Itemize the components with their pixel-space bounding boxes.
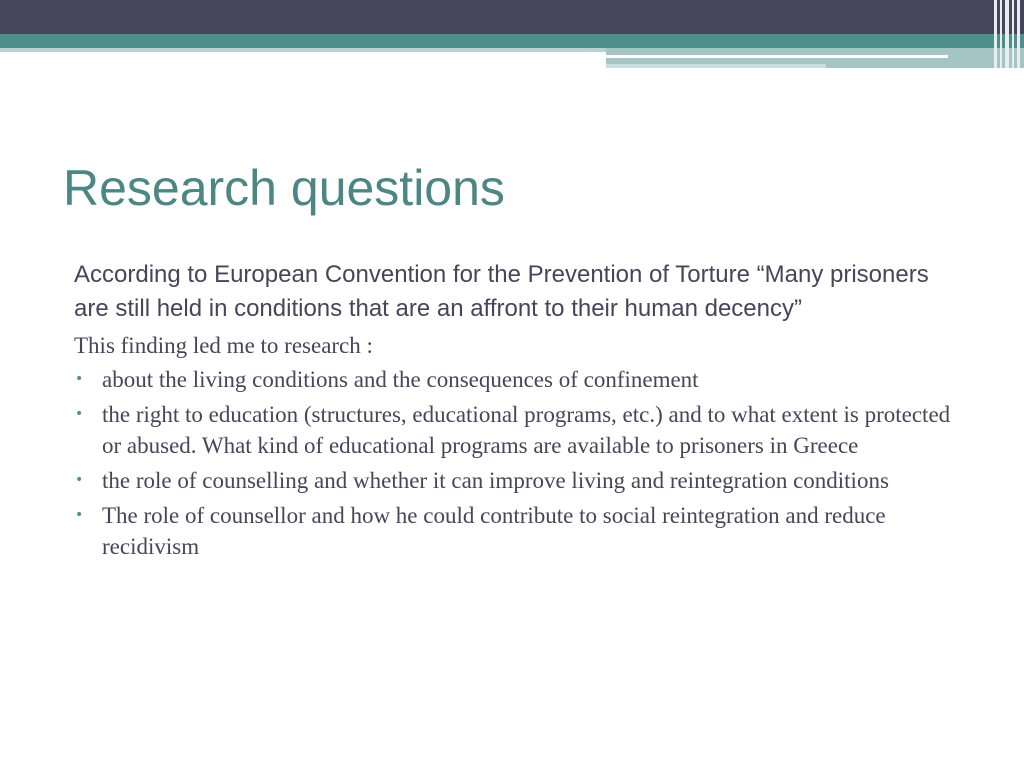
- bullet-icon: •: [75, 406, 84, 422]
- header-vertical-stripes: [990, 0, 1024, 68]
- header-band-light: [0, 48, 606, 52]
- bullet-icon: •: [75, 472, 84, 488]
- list-item-text: the role of counselling and whether it can improve living and reintegration conditions: [102, 468, 889, 493]
- bullet-icon: •: [75, 507, 84, 523]
- list-item-text: the right to education (structures, educational programs, etc.) and to what extent is protected or abused. What kind of educational programs are available to prisoners in Greece: [102, 402, 951, 458]
- slide-body: [74, 258, 964, 566]
- slide-title: Research questions: [63, 160, 505, 216]
- research-questions-list: [74, 364, 964, 562]
- list-item: [74, 399, 964, 461]
- intro-text: This finding led me to research :: [74, 333, 373, 358]
- header-band-right-line-lower: [606, 64, 826, 68]
- list-item: [74, 500, 964, 562]
- list-item-text: The role of counsellor and how he could contribute to social reintegration and reduce recidivism: [102, 503, 886, 559]
- convention-quote: According to European Convention for the Prevention of Torture “Many prisoners are still held in conditions that are an affront to their human decency”: [74, 261, 929, 322]
- header-band-teal: [0, 34, 1024, 48]
- header-band-right-line: [606, 55, 948, 58]
- bullet-icon: •: [75, 371, 84, 387]
- header-band-dark: [0, 0, 1024, 34]
- list-item: [74, 364, 964, 395]
- list-item-text: about the living conditions and the consequences of confinement: [102, 367, 699, 392]
- list-item: [74, 465, 964, 496]
